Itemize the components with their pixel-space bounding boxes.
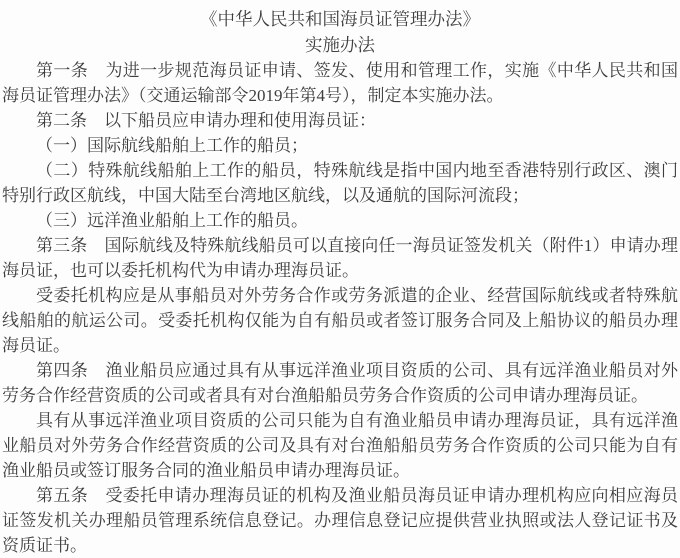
- paragraph-article-5: 第五条 受委托申请办理海员证的机构及渔业船员海员证申请办理机构应向相应海员证签发机关办理船员管理系统信息登记。办理信息登记应提供营业执照或法人登记证书及资质证书。: [2, 486, 678, 555]
- paragraph-article-2: 第二条 以下船员应申请办理和使用海员证：: [36, 111, 376, 130]
- paragraph-article-4: 第四条 渔业船员应通过具有从事远洋渔业项目资质的公司、具有远洋渔业船员对外劳务合作经营资质的公司或者具有对台渔船船员劳务合作资质的公司申请办理海员证。: [2, 361, 678, 405]
- paragraph-article-2-item-1: （一）国际航线船舶上工作的船员；: [36, 136, 308, 155]
- document-subtitle: 实施办法: [305, 35, 375, 55]
- paragraph-article-3-continued: 受委托机构应是从事船员对外劳务合作或劳务派遣的企业、经营国际航线或者特殊航线船舶的航运公司。受委托机构仅能为自有船员或者签订服务合同及上船协议的船员办理海员证。: [2, 286, 678, 355]
- paragraph-article-3: 第三条 国际航线及特殊航线船员可以直接向任一海员证签发机关（附件1）申请办理海员证，也可以委托机构代为申请办理海员证。: [2, 236, 678, 280]
- paragraph-article-2-item-2: （二）特殊航线船舶上工作的船员，特殊航线是指中国内地至香港特别行政区、澳门特别行政区航线，中国大陆至台湾地区航线，以及通航的国际河流段；: [2, 161, 678, 205]
- paragraph-article-1: 第一条 为进一步规范海员证申请、签发、使用和管理工作，实施《中华人民共和国海员证管理办法》（交通运输部令2019年第4号），制定本实施办法。: [2, 61, 678, 105]
- document-title: 《中华人民共和国海员证管理办法》: [200, 9, 480, 29]
- paragraph-article-2-item-3: （三）远洋渔业船舶上工作的船员。: [36, 211, 308, 230]
- paragraph-article-4-continued: 具有从事远洋渔业项目资质的公司只能为自有渔业船员申请办理海员证，具有远洋渔业船员对外劳务合作经营资质的公司及具有对台渔船船员劳务合作资质的公司只能为自有渔业船员或签订服务合同的渔业船员申请办理海员证。: [2, 411, 678, 480]
